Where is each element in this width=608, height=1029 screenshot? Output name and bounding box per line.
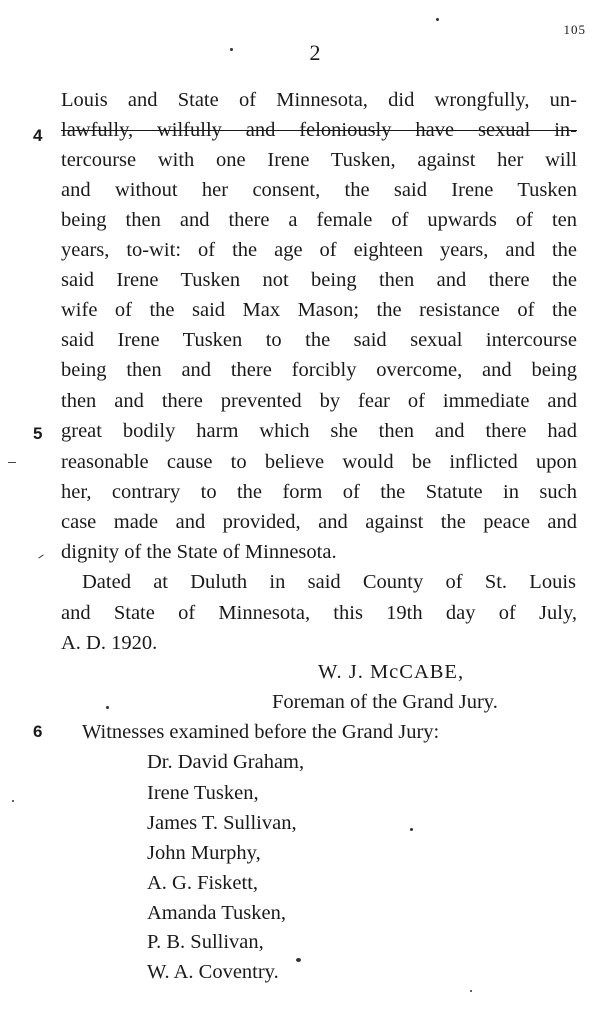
body-line: being then and there a female of upwards of ten [61, 209, 577, 231]
dated-line: Dated at Duluth in said County of St. Louis [82, 571, 576, 593]
dated-line: and State of Minnesota, this 19th day of July, [61, 602, 577, 624]
margin-marker-6: 6 [33, 722, 43, 741]
body-line: then and there prevented by fear of immediate and [61, 390, 577, 412]
body-line: case made and provided, and against the peace and [61, 511, 577, 533]
scan-mark [8, 462, 16, 463]
corner-mark: 105 [563, 22, 586, 37]
body-line: wife of the said Max Mason; the resistance of the [61, 299, 577, 321]
body-line: said Irene Tusken not being then and there the [61, 269, 577, 291]
scan-speck [12, 800, 14, 802]
witness-name: James T. Sullivan, [147, 812, 297, 834]
page-number: 2 [309, 40, 321, 65]
scan-speck [410, 828, 413, 831]
body-line: dignity of the State of Minnesota. [61, 541, 337, 563]
margin-marker-5: 5 [33, 424, 43, 443]
witness-name: A. G. Fiskett, [147, 872, 259, 894]
signature-title: Foreman of the Grand Jury. [272, 691, 498, 713]
scan-mark [38, 554, 43, 558]
witnesses-heading: Witnesses examined before the Grand Jury: [82, 721, 440, 743]
scan-speck [106, 706, 109, 709]
body-line: said Irene Tusken to the said sexual intercourse [61, 329, 577, 351]
scan-speck [230, 48, 233, 51]
witness-name: Amanda Tusken, [147, 902, 286, 924]
scan-speck [436, 18, 439, 21]
witness-name: Irene Tusken, [147, 782, 259, 804]
margin-marker-4: 4 [33, 126, 43, 145]
body-line: and without her consent, the said Irene Tusken [61, 179, 577, 201]
witness-name: W. A. Coventry. [147, 961, 279, 983]
body-line: years, to-wit: of the age of eighteen years, and the [61, 239, 577, 261]
body-line: Louis and State of Minnesota, did wrongfully, un- [61, 89, 577, 111]
body-line: being then and there forcibly overcome, and being [61, 359, 577, 381]
body-line: great bodily harm which she then and there had [61, 420, 577, 442]
body-line: her, contrary to the form of the Statute in such [61, 481, 577, 503]
witness-name: Dr. David Graham, [147, 751, 305, 773]
body-line: tercourse with one Irene Tusken, against her will [61, 149, 577, 171]
scan-speck [296, 958, 301, 962]
witness-name: John Murphy, [147, 842, 261, 864]
body-line: reasonable cause to believe would be inflicted upon [61, 451, 577, 473]
signature-name: W. J. McCABE, [318, 661, 465, 683]
dated-line: A. D. 1920. [61, 632, 158, 654]
body-line: lawfully, wilfully and feloniously have sexual in- [61, 119, 577, 141]
witness-name: P. B. Sullivan, [147, 931, 264, 953]
scan-speck [470, 990, 472, 992]
